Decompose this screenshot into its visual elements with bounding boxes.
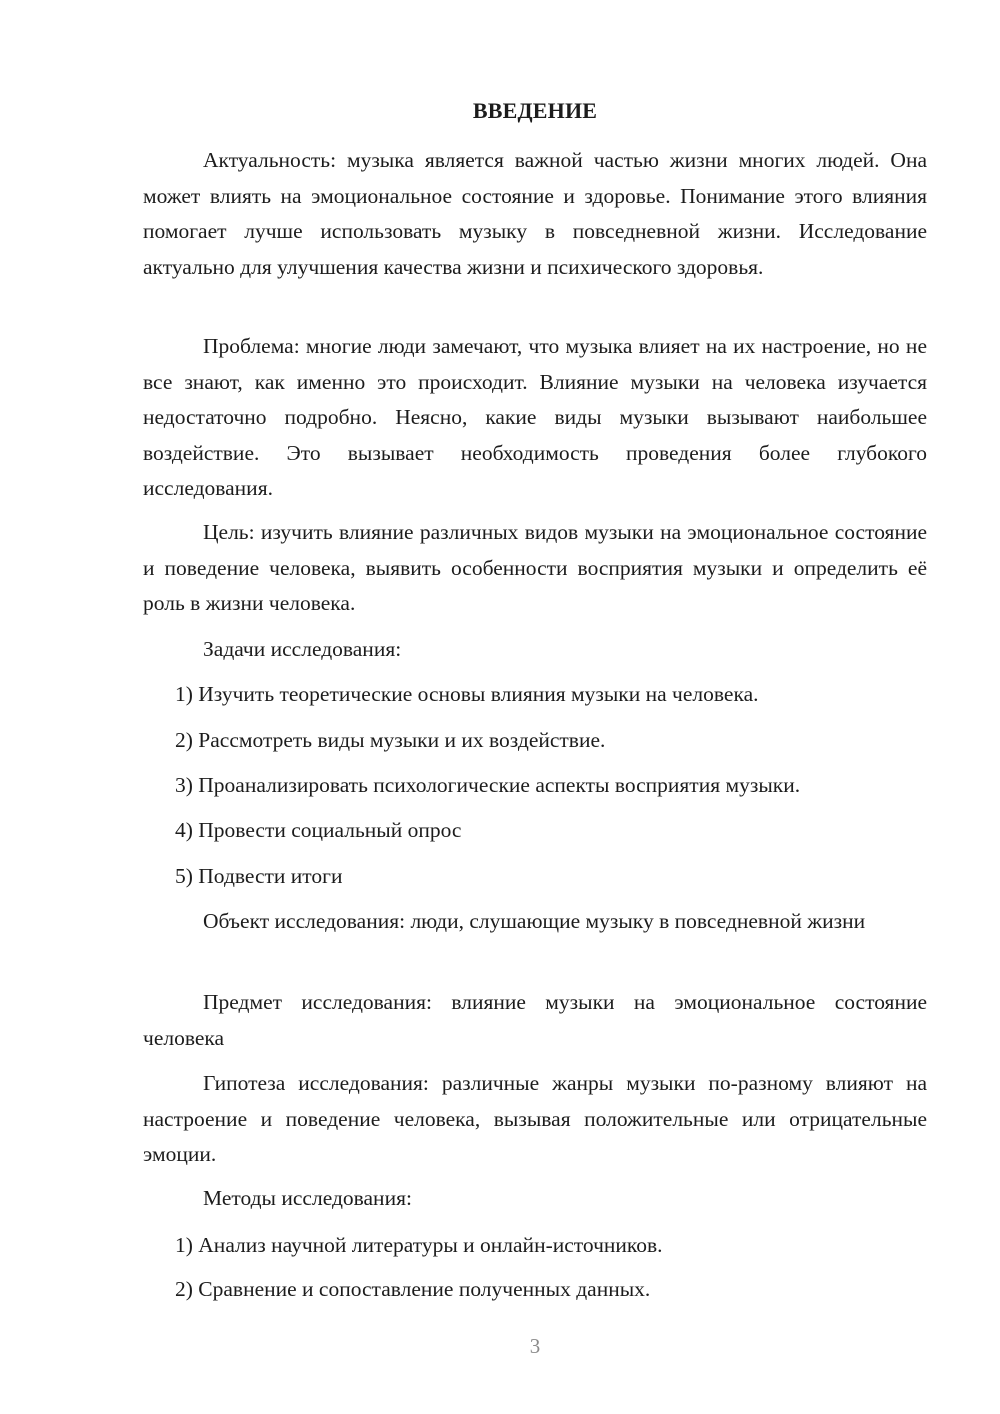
- task-item: 1) Изучить теоретические основы влияния музыки на человека.: [175, 682, 759, 706]
- document-page: [143, 0, 927, 1414]
- paragraph-problem: Проблема: многие люди замечают, что музыка влияет на их настроение, но не все знают, как именно это происходит. Влияние музыки на человека изучается недостаточно подробно. Неясно, какие виды музыки вызывают наибольшее воздействие. Это вызывает необходимость проведения более глубокого исследования.: [143, 334, 927, 500]
- task-item: 5) Подвести итоги: [175, 864, 343, 888]
- task-item: 2) Рассмотреть виды музыки и их воздействие.: [175, 728, 606, 752]
- methods-title: Методы исследования:: [203, 1186, 412, 1210]
- tasks-title: Задачи исследования:: [203, 637, 402, 661]
- paragraph-subject: Предмет исследования: влияние музыки на эмоциональное состояние человека: [143, 990, 927, 1050]
- task-item: 4) Провести социальный опрос: [175, 818, 462, 842]
- paragraph-hypothesis: Гипотеза исследования: различные жанры музыки по-разному влияют на настроение и поведение человека, вызывая положительные или отрицательные эмоции.: [143, 1071, 927, 1166]
- method-item: 2) Сравнение и сопоставление полученных данных.: [175, 1277, 651, 1301]
- paragraph-relevance: Актуальность: музыка является важной частью жизни многих людей. Она может влиять на эмоциональное состояние и здоровье. Понимание этого влияния помогает лучше использовать музыку в повседневной жизни. Исследование актуально для улучшения качества жизни и психического здоровья.: [143, 148, 927, 279]
- task-item: 3) Проанализировать психологические аспекты восприятия музыки.: [175, 773, 801, 797]
- paragraph-object: Объект исследования: люди, слушающие музыку в повседневной жизни: [203, 909, 866, 933]
- paragraph-goal: Цель: изучить влияние различных видов музыки на эмоциональное состояние и поведение человека, выявить особенности восприятия музыки и определить её роль в жизни человека.: [143, 520, 927, 615]
- method-item: 1) Анализ научной литературы и онлайн-источников.: [175, 1233, 663, 1257]
- page-number: 3: [529, 1334, 541, 1358]
- section-heading: ВВЕДЕНИЕ: [472, 98, 598, 123]
